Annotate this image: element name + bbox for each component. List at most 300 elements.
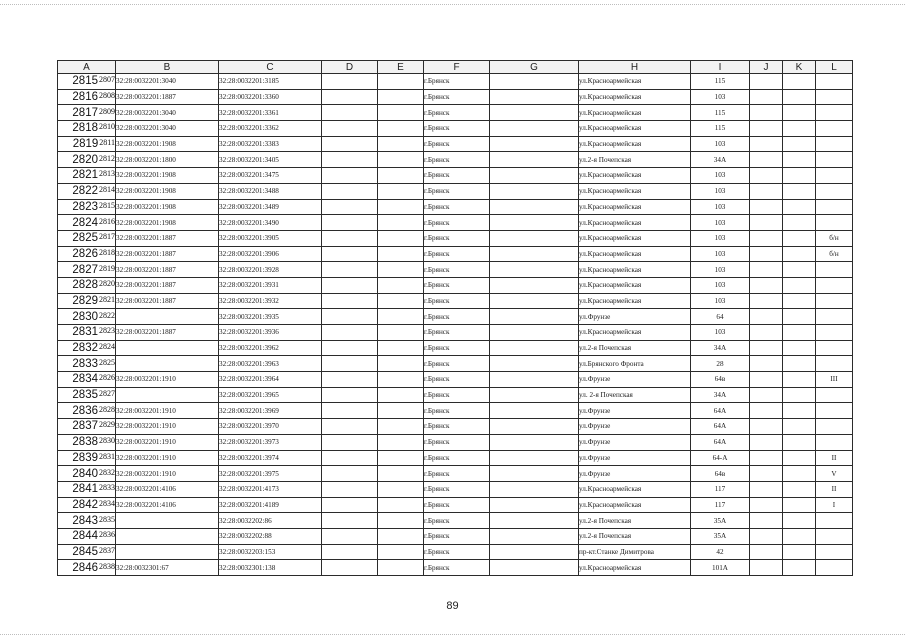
cell-b[interactable]: 32:28:0032201:1910 [116,466,219,482]
cell-g[interactable] [490,168,579,184]
cell-j[interactable] [750,246,783,262]
column-header-c[interactable]: C [219,61,322,74]
cell-a[interactable] [58,74,116,90]
cell-i[interactable]: 64А [691,419,750,435]
cell-d[interactable] [322,293,378,309]
cell-g[interactable] [490,419,579,435]
cell-e[interactable] [378,403,424,419]
cell-f[interactable]: г.Брянск [424,199,490,215]
cell-g[interactable] [490,121,579,137]
cell-h[interactable]: ул.Фрунзе [579,372,691,388]
cell-g[interactable] [490,544,579,560]
cell-b[interactable]: 32:28:0032201:1908 [116,183,219,199]
cell-c[interactable]: 32:28:0032201:3932 [219,293,322,309]
cell-f[interactable]: г.Брянск [424,74,490,90]
cell-j[interactable] [750,387,783,403]
cell-j[interactable] [750,121,783,137]
cell-k[interactable] [783,230,816,246]
cell-k[interactable] [783,387,816,403]
cell-c[interactable]: 32:28:0032301:138 [219,560,322,576]
cell-h[interactable]: ул.Красноармейская [579,89,691,105]
cell-h[interactable]: ул.Красноармейская [579,277,691,293]
cell-c[interactable]: 32:28:0032201:3965 [219,387,322,403]
cell-e[interactable] [378,450,424,466]
cell-l[interactable]: III [816,372,853,388]
cell-k[interactable] [783,356,816,372]
cell-f[interactable]: г.Брянск [424,560,490,576]
cell-d[interactable] [322,215,378,231]
cell-i[interactable]: 103 [691,168,750,184]
cell-j[interactable] [750,340,783,356]
cell-l[interactable] [816,136,853,152]
cell-g[interactable] [490,372,579,388]
cell-f[interactable]: г.Брянск [424,246,490,262]
cell-i[interactable]: 103 [691,199,750,215]
cell-f[interactable]: г.Брянск [424,340,490,356]
cell-h[interactable]: ул.Красноармейская [579,215,691,231]
cell-l[interactable] [816,528,853,544]
cell-h[interactable]: ул.Красноармейская [579,325,691,341]
cell-c[interactable]: 32:28:0032201:3970 [219,419,322,435]
cell-d[interactable] [322,356,378,372]
cell-k[interactable] [783,309,816,325]
cell-j[interactable] [750,403,783,419]
cell-f[interactable]: г.Брянск [424,325,490,341]
cell-l[interactable] [816,560,853,576]
cell-j[interactable] [750,277,783,293]
cell-f[interactable]: г.Брянск [424,277,490,293]
cell-a[interactable] [58,372,116,388]
cell-g[interactable] [490,246,579,262]
cell-f[interactable]: г.Брянск [424,309,490,325]
cell-j[interactable] [750,230,783,246]
cell-g[interactable] [490,434,579,450]
cell-h[interactable]: ул.Фрунзе [579,403,691,419]
cell-l[interactable] [816,89,853,105]
cell-e[interactable] [378,168,424,184]
cell-f[interactable]: г.Брянск [424,168,490,184]
cell-i[interactable]: 28 [691,356,750,372]
cell-k[interactable] [783,544,816,560]
cell-b[interactable]: 32:28:0032201:3040 [116,74,219,90]
cell-l[interactable] [816,325,853,341]
cell-h[interactable]: ул.Красноармейская [579,560,691,576]
cell-j[interactable] [750,513,783,529]
cell-l[interactable] [816,340,853,356]
cell-j[interactable] [750,560,783,576]
cell-i[interactable]: 115 [691,105,750,121]
column-header-f[interactable]: F [424,61,490,74]
cell-c[interactable]: 32:28:0032201:3475 [219,168,322,184]
cell-c[interactable]: 32:28:0032201:3931 [219,277,322,293]
cell-g[interactable] [490,450,579,466]
cell-g[interactable] [490,560,579,576]
cell-d[interactable] [322,434,378,450]
cell-j[interactable] [750,372,783,388]
cell-j[interactable] [750,74,783,90]
cell-k[interactable] [783,450,816,466]
cell-l[interactable] [816,121,853,137]
cell-k[interactable] [783,105,816,121]
cell-l[interactable] [816,309,853,325]
cell-d[interactable] [322,497,378,513]
cell-i[interactable]: 35А [691,528,750,544]
cell-d[interactable] [322,403,378,419]
cell-a[interactable] [58,121,116,137]
cell-b[interactable]: 32:28:0032201:3040 [116,105,219,121]
cell-c[interactable]: 32:28:0032201:3906 [219,246,322,262]
cell-d[interactable] [322,105,378,121]
cell-l[interactable] [816,183,853,199]
cell-c[interactable]: 32:28:0032201:3360 [219,89,322,105]
cell-a[interactable] [58,544,116,560]
cell-i[interactable]: 101А [691,560,750,576]
cell-i[interactable]: 64А [691,403,750,419]
cell-i[interactable]: 34А [691,152,750,168]
cell-e[interactable] [378,152,424,168]
cell-b[interactable]: 32:28:0032201:1908 [116,136,219,152]
cell-j[interactable] [750,419,783,435]
cell-k[interactable] [783,136,816,152]
cell-l[interactable] [816,199,853,215]
cell-b[interactable] [116,513,219,529]
cell-g[interactable] [490,356,579,372]
cell-f[interactable]: г.Брянск [424,372,490,388]
cell-j[interactable] [750,105,783,121]
cell-e[interactable] [378,356,424,372]
cell-g[interactable] [490,387,579,403]
cell-d[interactable] [322,121,378,137]
cell-i[interactable]: 103 [691,230,750,246]
cell-d[interactable] [322,152,378,168]
cell-k[interactable] [783,277,816,293]
cell-a[interactable] [58,340,116,356]
cell-f[interactable]: г.Брянск [424,387,490,403]
cell-h[interactable]: ул.Фрунзе [579,450,691,466]
cell-a[interactable] [58,434,116,450]
cell-e[interactable] [378,246,424,262]
cell-g[interactable] [490,528,579,544]
cell-d[interactable] [322,246,378,262]
cell-a[interactable] [58,325,116,341]
cell-j[interactable] [750,152,783,168]
cell-a[interactable] [58,481,116,497]
cell-l[interactable] [816,544,853,560]
cell-h[interactable]: ул.2-я Почепская [579,152,691,168]
cell-g[interactable] [490,309,579,325]
cell-f[interactable]: г.Брянск [424,434,490,450]
cell-b[interactable]: 32:28:0032201:1887 [116,277,219,293]
cell-c[interactable]: 32:28:0032201:3975 [219,466,322,482]
cell-d[interactable] [322,74,378,90]
cell-f[interactable]: г.Брянск [424,450,490,466]
column-header-b[interactable]: B [116,61,219,74]
cell-k[interactable] [783,497,816,513]
cell-a[interactable] [58,152,116,168]
cell-h[interactable]: ул.Красноармейская [579,121,691,137]
cell-c[interactable]: 32:28:0032201:3935 [219,309,322,325]
cell-j[interactable] [750,309,783,325]
cell-c[interactable]: 32:28:0032203:153 [219,544,322,560]
cell-c[interactable]: 32:28:0032201:3489 [219,199,322,215]
cell-j[interactable] [750,544,783,560]
cell-h[interactable]: ул.Красноармейская [579,105,691,121]
cell-i[interactable]: 34А [691,340,750,356]
cell-i[interactable]: 103 [691,293,750,309]
column-header-a[interactable]: A [58,61,116,74]
cell-f[interactable]: г.Брянск [424,356,490,372]
cell-i[interactable]: 103 [691,262,750,278]
cell-i[interactable]: 103 [691,89,750,105]
cell-j[interactable] [750,262,783,278]
cell-g[interactable] [490,215,579,231]
cell-h[interactable]: ул.2-я Почепская [579,513,691,529]
cell-i[interactable]: 117 [691,481,750,497]
cell-g[interactable] [490,105,579,121]
cell-f[interactable]: г.Брянск [424,403,490,419]
cell-g[interactable] [490,497,579,513]
column-header-d[interactable]: D [322,61,378,74]
cell-e[interactable] [378,513,424,529]
cell-a[interactable] [58,293,116,309]
cell-e[interactable] [378,230,424,246]
cell-g[interactable] [490,199,579,215]
cell-l[interactable] [816,74,853,90]
cell-a[interactable] [58,497,116,513]
cell-b[interactable]: 32:28:0032201:1887 [116,89,219,105]
cell-i[interactable]: 103 [691,183,750,199]
cell-d[interactable] [322,560,378,576]
cell-j[interactable] [750,293,783,309]
cell-l[interactable] [816,105,853,121]
cell-d[interactable] [322,277,378,293]
cell-j[interactable] [750,89,783,105]
cell-l[interactable]: I [816,497,853,513]
cell-b[interactable]: 32:28:0032301:67 [116,560,219,576]
column-header-i[interactable]: I [691,61,750,74]
cell-c[interactable]: 32:28:0032201:3973 [219,434,322,450]
cell-l[interactable] [816,152,853,168]
cell-e[interactable] [378,481,424,497]
cell-e[interactable] [378,466,424,482]
cell-c[interactable]: 32:28:0032201:4189 [219,497,322,513]
cell-a[interactable] [58,513,116,529]
cell-g[interactable] [490,230,579,246]
cell-e[interactable] [378,372,424,388]
cell-j[interactable] [750,450,783,466]
cell-d[interactable] [322,544,378,560]
cell-c[interactable]: 32:28:0032202:88 [219,528,322,544]
cell-l[interactable]: V [816,466,853,482]
cell-f[interactable]: г.Брянск [424,497,490,513]
cell-h[interactable]: ул.Красноармейская [579,199,691,215]
cell-h[interactable]: ул.Красноармейская [579,497,691,513]
cell-k[interactable] [783,246,816,262]
cell-h[interactable]: ул.Красноармейская [579,262,691,278]
cell-g[interactable] [490,481,579,497]
cell-a[interactable] [58,387,116,403]
cell-c[interactable]: 32:28:0032201:3928 [219,262,322,278]
cell-c[interactable]: 32:28:0032201:3383 [219,136,322,152]
cell-b[interactable]: 32:28:0032201:1887 [116,325,219,341]
cell-a[interactable] [58,277,116,293]
cell-b[interactable]: 32:28:0032201:1910 [116,434,219,450]
cell-f[interactable]: г.Брянск [424,466,490,482]
cell-j[interactable] [750,497,783,513]
cell-c[interactable]: 32:28:0032201:3905 [219,230,322,246]
cell-b[interactable] [116,528,219,544]
cell-c[interactable]: 32:28:0032201:3185 [219,74,322,90]
cell-e[interactable] [378,340,424,356]
cell-l[interactable] [816,262,853,278]
cell-a[interactable] [58,199,116,215]
column-header-e[interactable]: E [378,61,424,74]
cell-b[interactable] [116,356,219,372]
cell-a[interactable] [58,230,116,246]
cell-k[interactable] [783,74,816,90]
cell-b[interactable]: 32:28:0032201:1910 [116,450,219,466]
cell-d[interactable] [322,466,378,482]
cell-l[interactable] [816,277,853,293]
cell-d[interactable] [322,136,378,152]
cell-d[interactable] [322,168,378,184]
cell-k[interactable] [783,481,816,497]
cell-j[interactable] [750,466,783,482]
cell-j[interactable] [750,481,783,497]
cell-h[interactable]: ул.Красноармейская [579,168,691,184]
cell-l[interactable] [816,387,853,403]
cell-l[interactable] [816,419,853,435]
cell-e[interactable] [378,74,424,90]
cell-a[interactable] [58,136,116,152]
cell-f[interactable]: г.Брянск [424,136,490,152]
cell-f[interactable]: г.Брянск [424,89,490,105]
cell-d[interactable] [322,372,378,388]
cell-d[interactable] [322,450,378,466]
cell-e[interactable] [378,387,424,403]
cell-h[interactable]: ул. 2-я Почепская [579,387,691,403]
cell-d[interactable] [322,481,378,497]
column-header-l[interactable]: L [816,61,853,74]
column-header-h[interactable]: H [579,61,691,74]
cell-h[interactable]: ул.2-я Почепская [579,528,691,544]
cell-b[interactable] [116,340,219,356]
cell-g[interactable] [490,340,579,356]
cell-h[interactable]: ул.Красноармейская [579,230,691,246]
cell-b[interactable]: 32:28:0032201:1910 [116,419,219,435]
cell-i[interactable]: 117 [691,497,750,513]
cell-i[interactable]: 103 [691,136,750,152]
cell-e[interactable] [378,419,424,435]
cell-h[interactable]: ул.Красноармейская [579,481,691,497]
cell-f[interactable]: г.Брянск [424,152,490,168]
cell-c[interactable]: 32:28:0032201:3490 [219,215,322,231]
cell-k[interactable] [783,466,816,482]
cell-c[interactable]: 32:28:0032201:4173 [219,481,322,497]
cell-f[interactable]: г.Брянск [424,121,490,137]
cell-g[interactable] [490,262,579,278]
cell-l[interactable] [816,356,853,372]
cell-a[interactable] [58,403,116,419]
cell-e[interactable] [378,199,424,215]
cell-k[interactable] [783,168,816,184]
cell-k[interactable] [783,560,816,576]
cell-k[interactable] [783,183,816,199]
cell-d[interactable] [322,528,378,544]
cell-h[interactable]: ул.Красноармейская [579,136,691,152]
column-header-k[interactable]: K [783,61,816,74]
cell-h[interactable]: ул.Красноармейская [579,183,691,199]
cell-a[interactable] [58,356,116,372]
cell-b[interactable] [116,387,219,403]
cell-e[interactable] [378,89,424,105]
cell-d[interactable] [322,513,378,529]
cell-i[interactable]: 64в [691,372,750,388]
cell-e[interactable] [378,121,424,137]
cell-c[interactable]: 32:28:0032201:3362 [219,121,322,137]
cell-j[interactable] [750,528,783,544]
cell-l[interactable] [816,434,853,450]
cell-i[interactable]: 64в [691,466,750,482]
cell-b[interactable]: 32:28:0032201:1887 [116,246,219,262]
column-header-j[interactable]: J [750,61,783,74]
cell-d[interactable] [322,199,378,215]
cell-j[interactable] [750,199,783,215]
cell-a[interactable] [58,105,116,121]
cell-d[interactable] [322,183,378,199]
cell-a[interactable] [58,168,116,184]
cell-f[interactable]: г.Брянск [424,419,490,435]
cell-g[interactable] [490,277,579,293]
cell-k[interactable] [783,325,816,341]
cell-e[interactable] [378,309,424,325]
cell-k[interactable] [783,199,816,215]
cell-a[interactable] [58,450,116,466]
cell-c[interactable]: 32:28:0032201:3974 [219,450,322,466]
cell-a[interactable] [58,215,116,231]
cell-j[interactable] [750,215,783,231]
cell-c[interactable]: 32:28:0032201:3969 [219,403,322,419]
cell-c[interactable]: 32:28:0032201:3405 [219,152,322,168]
cell-b[interactable]: 32:28:0032201:1887 [116,230,219,246]
cell-j[interactable] [750,356,783,372]
cell-f[interactable]: г.Брянск [424,262,490,278]
cell-a[interactable] [58,89,116,105]
cell-e[interactable] [378,560,424,576]
cell-c[interactable]: 32:28:0032201:3964 [219,372,322,388]
cell-i[interactable]: 103 [691,246,750,262]
cell-i[interactable]: 115 [691,121,750,137]
cell-l[interactable] [816,513,853,529]
cell-g[interactable] [490,183,579,199]
cell-k[interactable] [783,152,816,168]
cell-i[interactable]: 115 [691,74,750,90]
cell-l[interactable]: II [816,450,853,466]
cell-i[interactable]: 103 [691,277,750,293]
cell-i[interactable]: 64А [691,434,750,450]
cell-i[interactable]: 103 [691,325,750,341]
cell-c[interactable]: 32:28:0032202:86 [219,513,322,529]
cell-b[interactable]: 32:28:0032201:1908 [116,215,219,231]
cell-f[interactable]: г.Брянск [424,105,490,121]
cell-i[interactable]: 35А [691,513,750,529]
cell-g[interactable] [490,403,579,419]
cell-g[interactable] [490,513,579,529]
cell-b[interactable]: 32:28:0032201:1910 [116,372,219,388]
cell-k[interactable] [783,513,816,529]
cell-h[interactable]: ул.Красноармейская [579,74,691,90]
cell-a[interactable] [58,528,116,544]
